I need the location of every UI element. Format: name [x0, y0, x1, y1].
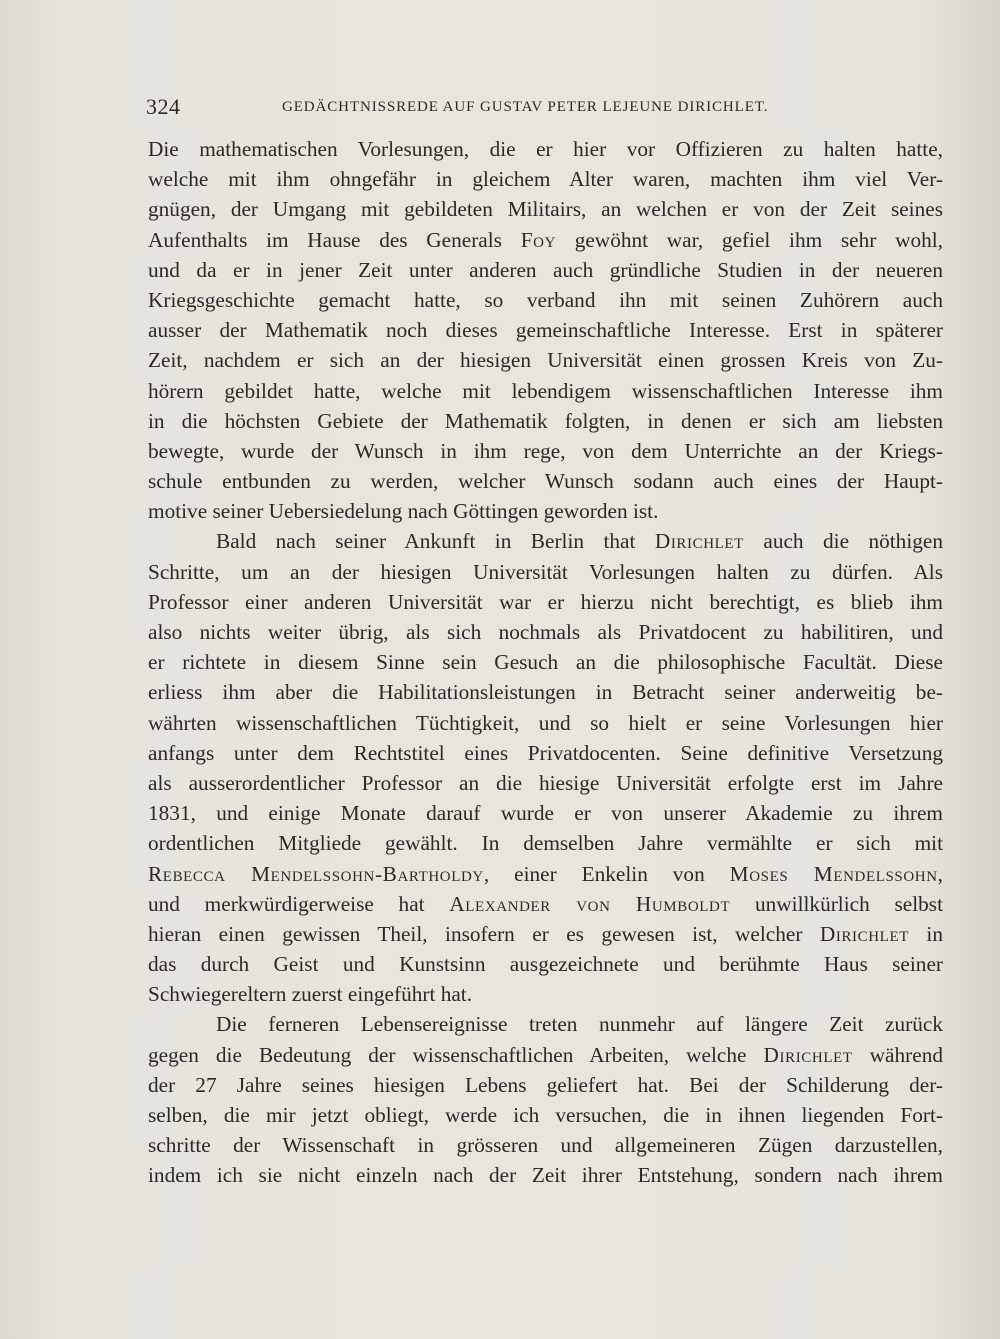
- person-name: Dirichlet: [819, 921, 909, 946]
- text-segment: ausser der Mathematik noch dieses gemeinschaftliche Interesse. Erst in späterer: [148, 318, 943, 343]
- text-line: [148, 587, 943, 617]
- running-head: GEDÄCHTNISSREDE AUF GUSTAV PETER LEJEUNE DIRICHLET.: [282, 99, 769, 115]
- text-segment: er richtete in diesem Sinne sein Gesuch an die philosophische Facultät. Diese: [148, 650, 943, 675]
- text-line: [148, 225, 943, 255]
- text-line: [148, 315, 943, 345]
- text-segment: gnügen, der Umgang mit gebildeten Militairs, an welchen er von der Zeit seines: [148, 197, 943, 222]
- text-segment: gewöhnt war, gefiel ihm sehr wohl,: [556, 227, 943, 252]
- text-line: [148, 677, 943, 707]
- person-name: Rebecca Mendelssohn-Bartholdy: [148, 861, 484, 886]
- text-line: [148, 1130, 943, 1160]
- text-line: [148, 557, 943, 587]
- text-line: [148, 345, 943, 375]
- text-segment: 1831, und einige Monate darauf wurde er von unserer Akademie zu ihrem: [148, 801, 943, 826]
- text-line: [148, 255, 943, 285]
- text-line: [148, 647, 943, 677]
- text-line: [148, 285, 943, 315]
- text-segment: bewegte, wurde der Wunsch in ihm rege, von dem Unterrichte an der Kriegs-: [148, 438, 943, 463]
- text-segment: und merkwürdigerweise hat: [148, 891, 450, 916]
- text-segment: Bald nach seiner Ankunft in Berlin that: [216, 529, 655, 554]
- text-line: [148, 979, 943, 1009]
- text-segment: ,: [937, 861, 943, 886]
- text-line: [148, 376, 943, 406]
- person-name: Dirichlet: [654, 529, 744, 554]
- text-segment: gegen die Bedeutung der wissenschaftlichen Arbeiten, welche: [148, 1042, 764, 1067]
- text-line: [148, 1040, 943, 1070]
- text-line: [148, 708, 943, 738]
- text-line: [148, 828, 943, 858]
- text-segment: Zeit, nachdem er sich an der hiesigen Universität einen grossen Kreis von Zu-: [148, 348, 943, 373]
- person-name: Moses Mendelssohn: [729, 861, 938, 886]
- text-segment: Schwiegereltern zuerst eingeführt hat.: [148, 982, 473, 1007]
- text-segment: also nichts weiter übrig, als sich nochmals als Privatdocent zu habilitiren, und: [148, 620, 943, 644]
- text-segment: welche mit ihm ohngefähr in gleichem Alter waren, machten ihm viel Ver-: [148, 167, 943, 192]
- body-text: [148, 134, 943, 1191]
- text-segment: unwillkürlich selbst: [730, 891, 943, 916]
- text-line: [148, 919, 943, 949]
- text-line: [148, 949, 943, 979]
- text-segment: ordentlichen Mitgliede gewählt. In demselben Jahre vermählte er sich mit: [148, 831, 943, 856]
- text-line: [148, 164, 943, 194]
- text-line: [148, 798, 943, 828]
- text-segment: währten wissenschaftlichen Tüchtigkeit, und so hielt er seine Vorlesungen hier: [148, 710, 943, 735]
- text-segment: als ausserordentlicher Professor an die hiesige Universität erfolgte erst im Jahre: [148, 770, 943, 795]
- text-line: [148, 1009, 943, 1039]
- text-line: [148, 134, 943, 164]
- text-segment: hieran einen gewissen Theil, insofern er es gewesen ist, welcher: [148, 921, 820, 946]
- text-segment: Die mathematischen Vorlesungen, die er hier vor Offizieren zu halten hatte,: [148, 137, 943, 161]
- text-segment: erliess ihm aber die Habilitationsleistungen in Betracht seiner anderweitig be-: [148, 680, 943, 705]
- text-line: [148, 406, 943, 436]
- text-line: [148, 496, 943, 526]
- text-segment: motive seiner Uebersiedelung nach Göttingen geworden ist.: [148, 499, 659, 524]
- text-segment: während: [852, 1042, 943, 1067]
- text-line: [148, 436, 943, 466]
- text-segment: schritte der Wissenschaft in grösseren und allgemeineren Zügen darzustellen,: [148, 1133, 943, 1158]
- text-segment: selben, die mir jetzt obliegt, werde ich versuchen, die in ihnen liegenden Fort-: [148, 1103, 943, 1127]
- person-name: Alexander von Humboldt: [449, 891, 731, 916]
- text-line: [148, 617, 943, 647]
- text-line: [148, 768, 943, 798]
- text-segment: in: [908, 921, 943, 946]
- text-line: [148, 466, 943, 496]
- text-line: [148, 1100, 943, 1130]
- text-line: [148, 1160, 943, 1190]
- text-segment: auch die nöthigen: [743, 529, 943, 554]
- text-line: [148, 1070, 943, 1100]
- person-name: Foy: [520, 227, 556, 252]
- text-segment: Professor einer anderen Universität war er hierzu nicht berechtigt, es blieb ihm: [148, 589, 943, 614]
- text-segment: und da er in jener Zeit unter anderen auch gründliche Studien in der neueren: [148, 257, 943, 282]
- text-segment: , einer Enkelin von: [483, 861, 730, 886]
- text-segment: das durch Geist und Kunstsinn ausgezeichnete und berühmte Haus seiner: [148, 952, 943, 977]
- text-segment: hörern gebildet hatte, welche mit lebendigem wissenschaftlichen Interesse ihm: [148, 378, 943, 403]
- text-line: [148, 738, 943, 768]
- page-number: 324: [146, 94, 181, 119]
- person-name: Dirichlet: [763, 1042, 853, 1067]
- text-segment: Schritte, um an der hiesigen Universität Vorlesungen halten zu dürfen. Als: [148, 559, 943, 584]
- text-segment: anfangs unter dem Rechtstitel eines Privatdocenten. Seine definitive Versetzung: [148, 740, 943, 765]
- text-segment: Die ferneren Lebensereignisse treten nunmehr auf längere Zeit zurück: [216, 1012, 943, 1037]
- text-line: [148, 194, 943, 224]
- text-segment: Kriegsgeschichte gemacht hatte, so verband ihn mit seinen Zuhörern auch: [148, 287, 943, 312]
- text-segment: der 27 Jahre seines hiesigen Lebens geliefert hat. Bei der Schilderung der-: [148, 1072, 943, 1097]
- text-line: [148, 859, 943, 889]
- text-segment: schule entbunden zu werden, welcher Wunsch sodann auch eines der Haupt-: [148, 469, 943, 494]
- text-segment: Aufenthalts im Hause des Generals: [148, 227, 521, 252]
- text-line: [148, 889, 943, 919]
- page-header: [146, 94, 946, 124]
- text-line: [148, 526, 943, 556]
- text-segment: indem ich sie nicht einzeln nach der Zeit ihrer Entstehung, sondern nach ihrem: [148, 1163, 943, 1188]
- text-segment: in die höchsten Gebiete der Mathematik folgten, in denen er sich am liebsten: [148, 408, 943, 433]
